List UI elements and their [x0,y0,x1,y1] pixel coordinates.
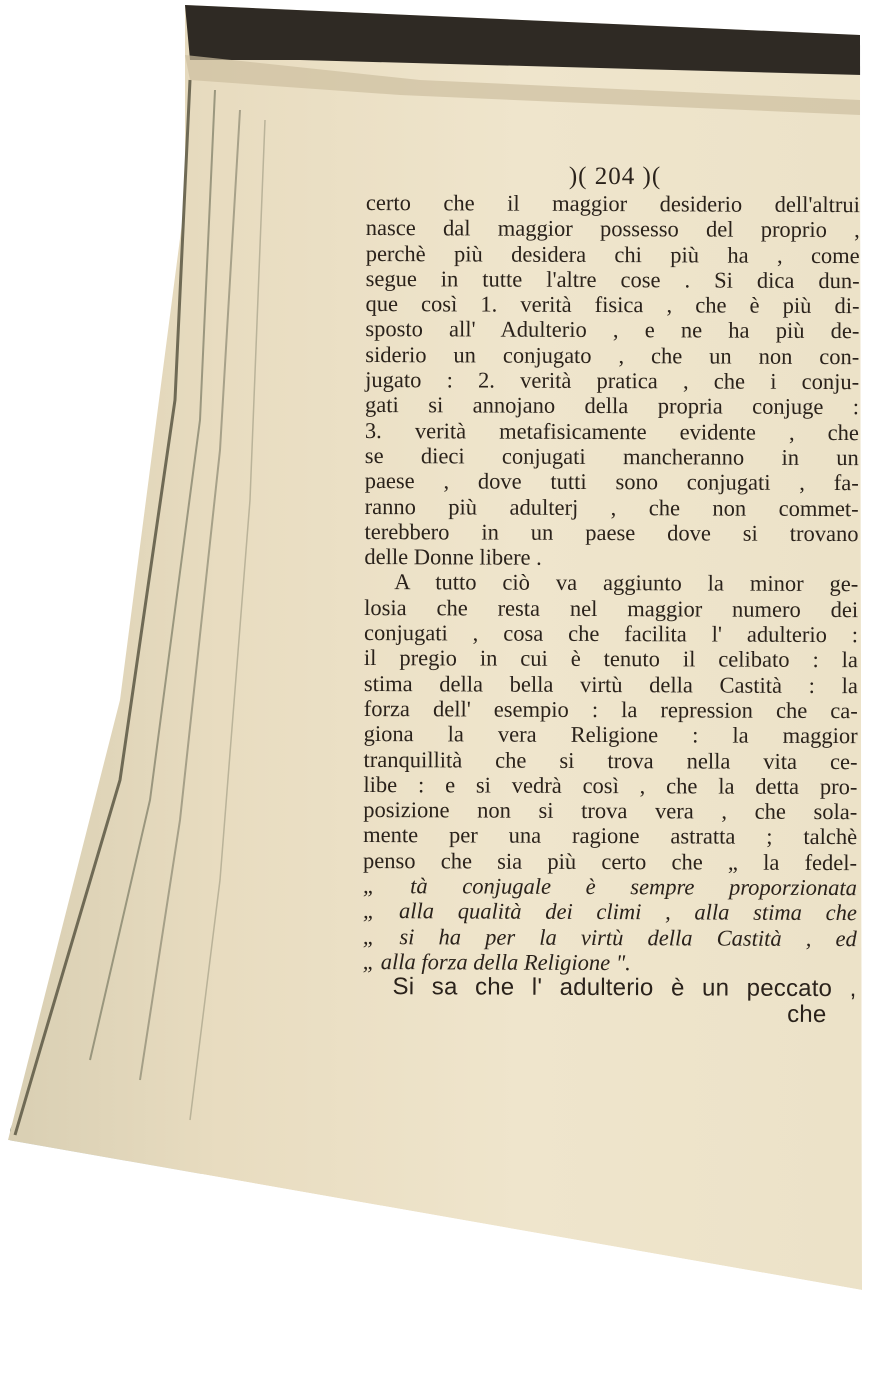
text-line-italic: „ alla forza della Religione ". [362,948,631,976]
text-line: mente per una ragione astratta ; talchè [363,822,858,850]
page-number-header: )( 204 )( [568,163,662,190]
text-line: sposto all' Adulterio , e ne ha più de- [365,316,860,344]
text-line: ranno più adulterj , che non commet- [364,493,859,521]
text-line: conjugati , cosa che facilita l' adulterio : [364,620,859,648]
text-line: certo che il maggior desiderio dell'altrui [365,190,860,218]
text-line-italic: „ si ha per la virtù della Castità , ed [362,923,857,951]
text-line: Si sa che l' adulterio è un peccato , [392,973,857,1003]
text-line: libe : e si vedrà così , che la detta pro- [363,771,858,799]
text-line: giona la vera Religione : la maggior [363,721,858,749]
text-line: perchè più desidera chi più ha , come [365,240,860,268]
text-line: posizione non si trova vera , che sola- [363,797,858,825]
text-line: que così 1. verità fisica , che è più di- [365,291,860,319]
text-line: A tutto ciò va aggiunto la minor ge- [394,569,859,597]
text-line: siderio un conjugato , che un non con- [365,341,860,369]
text-line: forza dell' esempio : la repression che ca- [363,695,858,724]
text-line: losia che resta nel maggior numero dei [364,594,859,622]
text-line: 3. verità metafisicamente evidente , che [364,417,860,445]
text-line: se dieci conjugati mancheranno in un [364,442,859,471]
catchword: che [787,1000,827,1028]
text-line: segue in tutte l'altre cose . Si dica dun- [365,265,860,294]
text-line: nasce dal maggior possesso del proprio , [365,215,860,243]
text-line: stima della bella virtù della Castità : la [363,670,858,698]
text-line: tranquillità che si trova nella vita ce- [363,746,858,774]
text-line: penso che sia più certo che „ la fedel- [363,847,858,875]
page-body [362,190,860,1027]
text-line: gati si annojano della propria conjuge : [365,392,860,420]
text-line-italic: „ alla qualità dei climi , alla stima che [362,898,857,926]
text-line: terebbero in un paese dove si trovano [364,518,859,547]
text-line: jugato : 2. verità pratica , che i conju- [365,367,860,395]
text-line: paese , dove tutti sono conjugati , fa- [364,468,859,496]
text-line-italic: „ tà conjugale è sempre proporzionata [362,873,858,901]
text-line: delle Donne libere . [364,544,542,570]
text-line: il pregio in cui è tenuto il celibato : la [363,645,859,673]
